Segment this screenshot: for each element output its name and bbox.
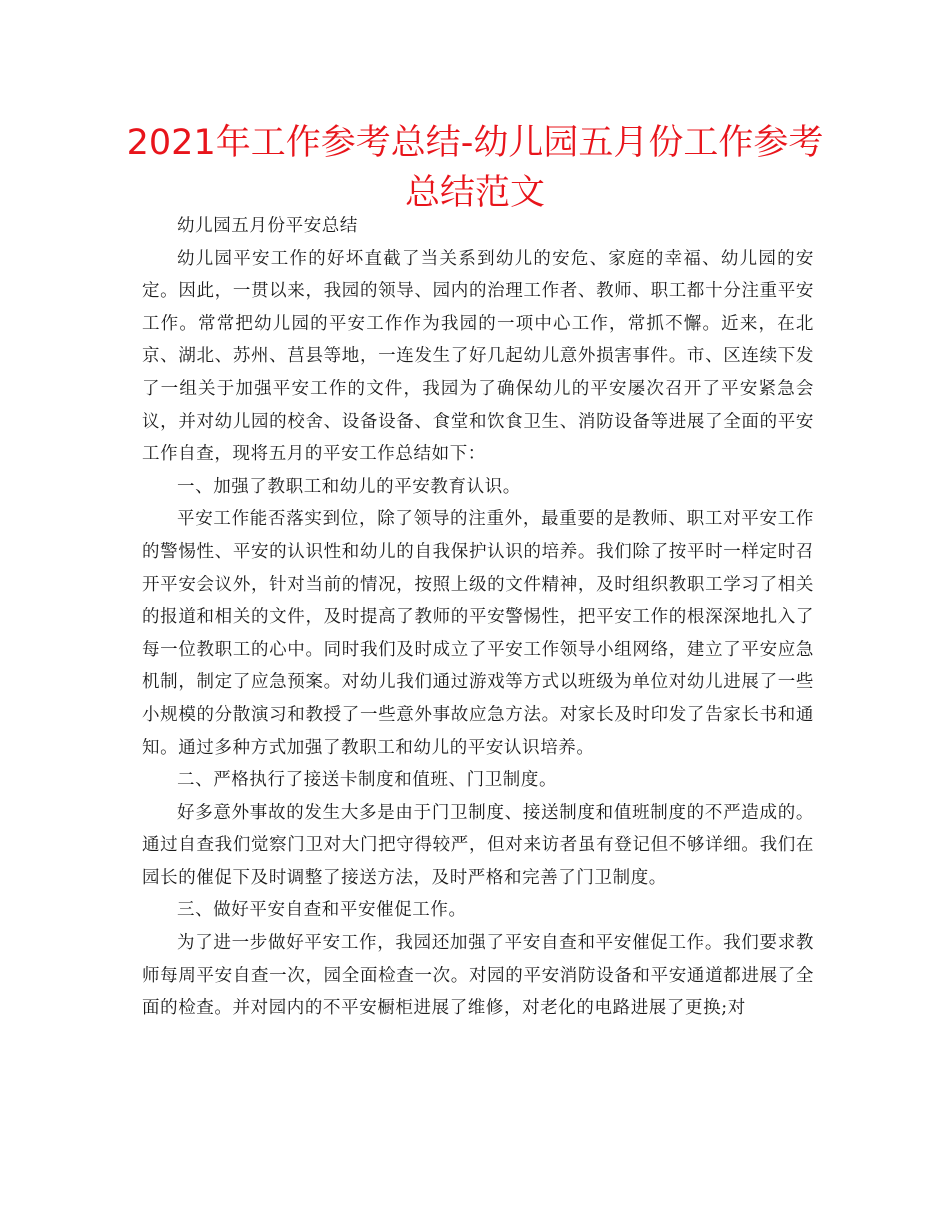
section-heading: 三、做好平安自查和平安催促工作。 bbox=[177, 900, 467, 921]
paragraph: 平安工作能否落实到位，除了领导的注重外，最重要的是教师、职工对平安工作的警惕性、平安的认识性和幼儿的自我保护认识的培养。我们除了按平时一样定时召开平安会议外，针对当前的情况，按照上级的文件精神，及时组织教职工学习了相关的报道和相关的文件，及时提高了教师的平安警惕性，把平安工作的根深深地扎入了每一位教职工的心中。同时我们及时成立了平安工作领导小组网络，建立了平安应急机制，制定了应急预案。对幼儿我们通过游戏等方式以班级为单位对幼儿进展了一些小规模的分散演习和教授了一些意外事故应急方法。对家长及时印发了告家长书和通知。通过多种方式加强了教职工和幼儿的平安认识培养。 bbox=[142, 509, 814, 758]
paragraph: 好多意外事故的发生大多是由于门卫制度、接送制度和值班制度的不严造成的。通过自查我们觉察门卫对大门把守得较严，但对来访者虽有登记但不够详细。我们在园长的催促下及时调整了接送方法，及时严格和完善了门卫制度。 bbox=[142, 802, 814, 888]
section-heading: 幼儿园五月份平安总结 bbox=[177, 216, 358, 236]
document-body bbox=[142, 210, 814, 1025]
section-heading: 二、严格执行了接送卡制度和值班、门卫制度。 bbox=[177, 770, 558, 791]
paragraph: 幼儿园平安工作的好坏直截了当关系到幼儿的安危、家庭的幸福、幼儿园的安定。因此，一贯以来，我园的领导、园内的治理工作者、教师、职工都十分注重平安工作。常常把幼儿园的平安工作作为我园的一项中心工作，常抓不懈。近来，在北京、湖北、苏州、莒县等地，一连发生了好几起幼儿意外损害事件。市、区连续下发了一组关于加强平安工作的文件，我园为了确保幼儿的平安屡次召开了平安紧急会议，并对幼儿园的校舍、设备设备、食堂和饮食卫生、消防设备等进展了全面的平安工作自查，现将五月的平安工作总结如下： bbox=[142, 248, 814, 465]
document-title: 2021年工作参考总结-幼儿园五月份工作参考总结范文 bbox=[126, 123, 824, 213]
paragraph: 为了进一步做好平安工作，我园还加强了平安自查和平安催促工作。我们要求教师每周平安自查一次，园全面检查一次。对园的平安消防设备和平安通道都进展了全面的检查。并对园内的不平安橱柜进展了维修，对老化的电路进展了更换;对 bbox=[142, 933, 814, 1019]
section-heading: 一、加强了教职工和幼儿的平安教育认识。 bbox=[177, 476, 521, 497]
